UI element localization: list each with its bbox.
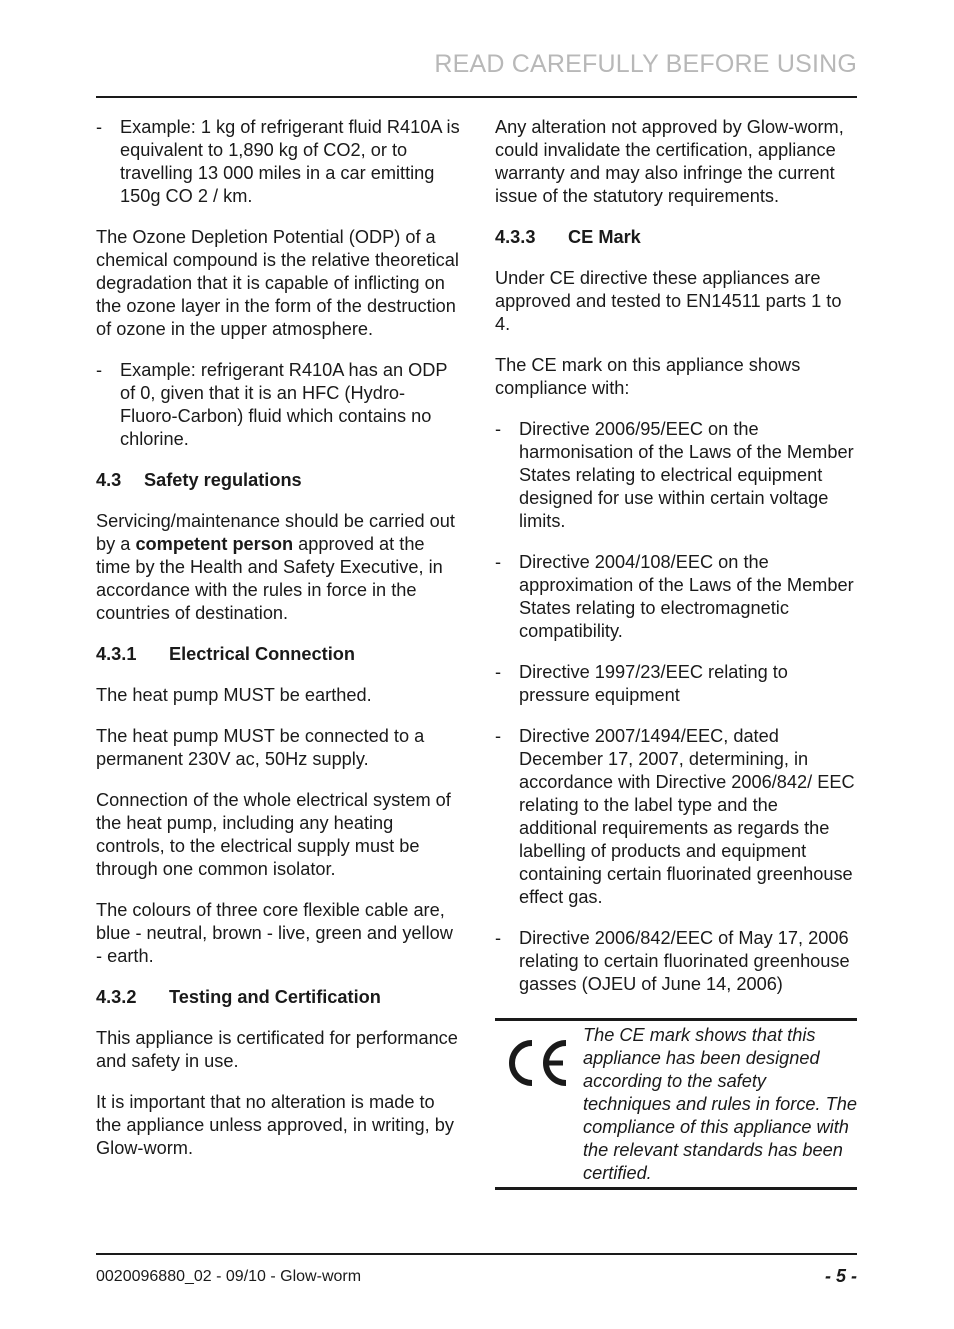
odp-paragraph: The Ozone Depletion Potential (ODP) of a chemical compound is the relative theoretical degradation that it is capable of inflicting on the ozone layer in the form of the destruction of ozone in the upper atmosphere. [96, 227, 459, 339]
earthed-paragraph: The heat pump MUST be earthed. [96, 685, 372, 705]
isolator-paragraph: Connection of the whole electrical system of the heat pump, including any heating controls, to the electrical supply must be through one common isolator. [96, 790, 451, 879]
bullet-text: Example: refrigerant R410A has an ODP of 0, given that it is an HFC (Hydro-Fluoro-Carbon) fluid which contains no chlorine. [120, 360, 448, 449]
section-title: Electrical Connection [169, 644, 355, 664]
safety-text-pre: Servicing/maintenance should be carried out by a [96, 511, 455, 554]
bullet-dash: - [495, 928, 502, 948]
alteration-warning-paragraph: Any alteration not approved by Glow-worm, could invalidate the certification, appliance warranty and may also infringe the current issue of the statutory requirements. [495, 117, 844, 206]
bullet-text: Example: 1 kg of refrigerant fluid R410A is equivalent to 1,890 kg of CO2, or to travelling 13 000 miles in a car emitting 150g CO 2 / km. [120, 117, 460, 206]
ce-mark-icon [503, 1035, 573, 1091]
bullet-dash: - [495, 419, 502, 439]
list-item [495, 927, 857, 996]
header-title: READ CAREFULLY BEFORE USING [434, 50, 857, 78]
section-number: 4.3.3 [495, 227, 536, 247]
cable-colours-paragraph: The colours of three core flexible cable are, blue - neutral, brown - live, green and yellow - earth. [96, 900, 453, 966]
bullet-text: Directive 2006/95/EEC on the harmonisation of the Laws of the Member States relating to electrical equipment designed for use within certain voltage limits. [519, 419, 854, 531]
section-number: 4.3.2 [96, 987, 137, 1007]
bullet-dash: - [495, 726, 502, 746]
section-heading-4-3 [96, 469, 461, 492]
ce-mark-text: The CE mark shows that this appliance has been designed according to the safety techniques and rules in force. The compliance of this appliance with the relevant standards has been certified. [583, 1025, 857, 1183]
list-item [495, 661, 857, 707]
list-item [96, 116, 461, 208]
bullet-text: Directive 2006/842/EEC of May 17, 2006 relating to certain fluorinated greenhouse gasses (OJEU of June 14, 2006) [519, 928, 850, 994]
ce-directive-paragraph: Under CE directive these appliances are approved and tested to EN14511 parts 1 to 4. [495, 268, 842, 334]
footer-rule [96, 1253, 857, 1255]
bullet-dash: - [96, 117, 103, 137]
header-rule [96, 96, 857, 98]
bullet-dash: - [96, 360, 103, 380]
list-item [495, 551, 857, 643]
section-title: Safety regulations [144, 470, 302, 490]
safety-text-post: approved at the time by the Health and Safety Executive, in accordance with the rules in force in the countries of destination. [96, 534, 443, 623]
alteration-paragraph: It is important that no alteration is made to the appliance unless approved, in writing, by Glow-worm. [96, 1092, 454, 1158]
list-item [495, 725, 857, 909]
competent-person-bold: competent person [135, 534, 294, 554]
section-heading-4-3-2 [96, 986, 461, 1009]
list-item [96, 359, 461, 451]
right-column [495, 116, 857, 1190]
section-heading-4-3-1 [96, 643, 461, 666]
certification-paragraph: This appliance is certificated for performance and safety in use. [96, 1028, 458, 1071]
section-title: CE Mark [568, 227, 641, 247]
left-column [96, 116, 461, 1178]
ce-compliance-paragraph: The CE mark on this appliance shows compliance with: [495, 355, 801, 398]
section-heading-4-3-3 [495, 226, 857, 249]
bullet-text: Directive 2004/108/EEC on the approximation of the Laws of the Member States relating to electromagnetic compatibility. [519, 552, 854, 641]
bullet-text: Directive 1997/23/EEC relating to pressure equipment [519, 662, 788, 705]
bullet-dash: - [495, 662, 502, 682]
list-item [495, 418, 857, 533]
page-number: - 5 - [824, 1266, 857, 1286]
section-number: 4.3 [96, 470, 122, 490]
section-title: Testing and Certification [169, 987, 381, 1007]
bullet-dash: - [495, 552, 502, 572]
document-reference: 0020096880_02 - 09/10 - Glow-worm [96, 1268, 362, 1285]
section-number: 4.3.1 [96, 644, 137, 664]
supply-paragraph: The heat pump MUST be connected to a permanent 230V ac, 50Hz supply. [96, 726, 425, 769]
bullet-text: Directive 2007/1494/EEC, dated December 17, 2007, determining, in accordance with Directive 2006/842/ EEC relating to the label type and the additional requirements as regards the labelling of products and equipment containing certain fluorinated greenhouse effect gas. [519, 726, 855, 907]
ce-mark-box [495, 1018, 857, 1190]
safety-paragraph [96, 510, 461, 625]
